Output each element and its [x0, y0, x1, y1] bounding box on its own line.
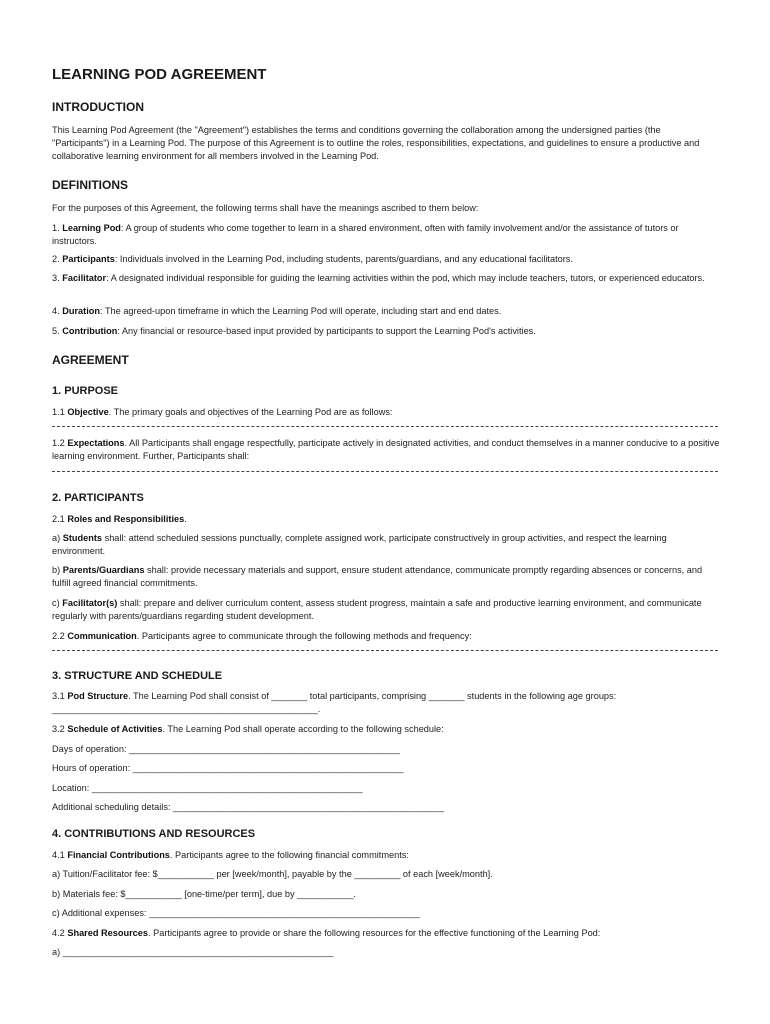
purpose-heading: 1. PURPOSE [52, 385, 119, 397]
introduction-text: This Learning Pod Agreement (the "Agreement") establishes the terms and conditions governing the collaboration among the undersigned parties (the "Participants") in a Learning Pod. The purpose of this Agreement is to outline the roles, responsibilities, expectations, and guidelines to ensure a productive and collaborative learning environment for all members involved in the Learning Pod. [52, 125, 700, 161]
communication-blank-line[interactable] [52, 650, 718, 651]
agreement-heading: AGREEMENT [52, 353, 129, 367]
days-of-operation-field[interactable]: Days of operation: _____________________________________________________ [52, 744, 400, 754]
schedule-clause: 3.2 Schedule of Activities. The Learning Pod shall operate according to the following schedule: [52, 724, 444, 734]
facilitators-clause: c) Facilitator(s) shall: prepare and deliver curriculum content, assess student progress, maintain a safe and productive learning environment, and communicate regularly with parents/guardians regarding student development. [52, 598, 702, 621]
objective-clause: 1.1 Objective. The primary goals and objectives of the Learning Pod are as follows: [52, 407, 393, 417]
pod-structure-clause[interactable]: 3.1 Pod Structure. The Learning Pod shall consist of _______ total participants, comprising _______ students in the following age groups: ____________________________________________________. [52, 691, 617, 714]
document-title: LEARNING POD AGREEMENT [52, 66, 267, 83]
additional-scheduling-field[interactable]: Additional scheduling details: _____________________________________________________ [52, 802, 444, 812]
students-clause: a) Students shall: attend scheduled sessions punctually, complete assigned work, participate constructively in group activities, and respect the learning environment. [52, 533, 667, 556]
definition-learning-pod: 1. Learning Pod: A group of students who come together to learn in a shared environment, often with family involvement and/or the assistance of tutors or instructors. [52, 223, 679, 246]
structure-heading: 3. STRUCTURE AND SCHEDULE [52, 670, 223, 682]
location-field[interactable]: Location: _____________________________________________________ [52, 783, 363, 793]
tuition-fee-field[interactable]: a) Tuition/Facilitator fee: $___________ per [week/month], payable by the _________ of each [week/month]. [52, 869, 493, 879]
definition-facilitator: 3. Facilitator: A designated individual responsible for guiding the learning activities within the pod, which may include teachers, tutors, or experienced educators. [52, 273, 705, 283]
participants-heading: 2. PARTICIPANTS [52, 492, 144, 504]
objective-blank-line[interactable] [52, 426, 718, 427]
resource-a-field[interactable]: a) _____________________________________________________ [52, 947, 334, 957]
definitions-heading: DEFINITIONS [52, 178, 129, 192]
materials-fee-field[interactable]: b) Materials fee: $___________ [one-time/per term], due by ___________. [52, 889, 356, 899]
definitions-intro: For the purposes of this Agreement, the following terms shall have the meanings ascribed to them below: [52, 203, 479, 213]
parents-clause: b) Parents/Guardians shall: provide necessary materials and support, ensure student attendance, communicate promptly regarding absences or concerns, and fulfill agreed financial commitments. [52, 565, 703, 588]
communication-clause: 2.2 Communication. Participants agree to communicate through the following methods and frequency: [52, 631, 472, 641]
introduction-heading: INTRODUCTION [52, 100, 144, 114]
roles-clause: 2.1 Roles and Responsibilities. [52, 514, 187, 524]
definition-contribution: 5. Contribution: Any financial or resource-based input provided by participants to support the Learning Pod's activities. [52, 326, 536, 336]
expectations-blank-line[interactable] [52, 471, 718, 472]
additional-expenses-field[interactable]: c) Additional expenses: _____________________________________________________ [52, 908, 420, 918]
hours-of-operation-field[interactable]: Hours of operation: _____________________________________________________ [52, 763, 404, 773]
definition-participants: 2. Participants: Individuals involved in the Learning Pod, including students, parents/guardians, and any educational facilitators. [52, 254, 573, 264]
definition-duration: 4. Duration: The agreed-upon timeframe in which the Learning Pod will operate, including start and end dates. [52, 306, 502, 316]
expectations-clause: 1.2 Expectations. All Participants shall engage respectfully, participate actively in designated activities, and conduct themselves in a manner conducive to a positive learning environment. Further, Participants shall: [52, 438, 720, 461]
contributions-heading: 4. CONTRIBUTIONS AND RESOURCES [52, 828, 256, 840]
financial-clause: 4.1 Financial Contributions. Participants agree to the following financial commitments: [52, 850, 409, 860]
shared-resources-clause: 4.2 Shared Resources. Participants agree to provide or share the following resources for the effective functioning of the Learning Pod: [52, 928, 601, 938]
